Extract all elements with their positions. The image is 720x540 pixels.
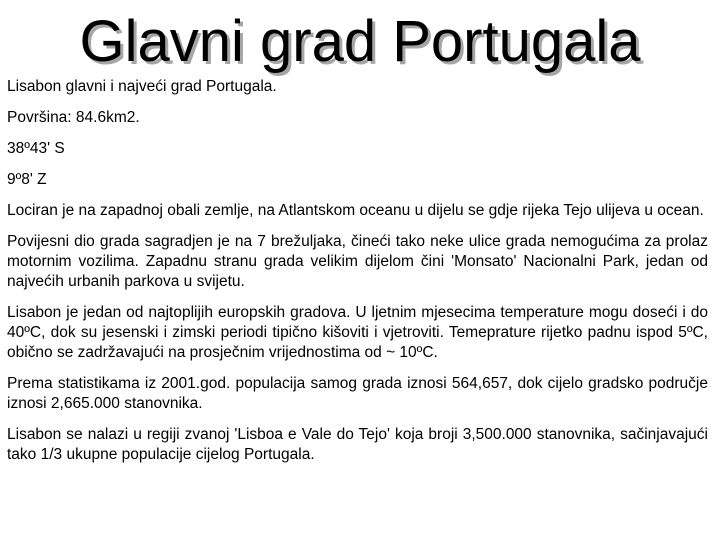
paragraph-latitude: 38º43' S xyxy=(7,140,65,157)
paragraph-location: Lociran je na zapadnoj obali zemlje, na Atlantskom oceanu u dijelu se gdje rijeka Tejo ulijeva u ocean. xyxy=(7,202,704,219)
slide-title: Glavni grad Portugala xyxy=(79,9,641,74)
paragraph-climate: Lisabon je jedan od najtoplijih europskih gradova. U ljetnim mjesecima temperature mogu doseći i do 40ºC, dok su jesenski i zimski periodi tipično kišoviti i vjetroviti. Temeprature rijetko padnu ispod 5ºC, obično se zadržavajući na prosječnim vrijednostima od ~ 10ºC. xyxy=(7,304,708,361)
paragraph-population: Prema statistikama iz 2001.god. populacija samog grada iznosi 564,657, dok cijelo gradsko područje iznosi 2,665.000 stanovnika. xyxy=(7,375,708,412)
paragraph-intro: Lisabon glavni i najveći grad Portugala. xyxy=(7,78,277,95)
paragraph-region: Lisabon se nalazi u regiji zvanoj 'Lisboa e Vale do Tejo' koja broji 3,500.000 stanovnika, sačinjavajući tako 1/3 ukupne populacije cijelog Portugala. xyxy=(7,426,708,463)
paragraph-history: Povijesni dio grada sagradjen je na 7 brežuljaka, čineći tako neke ulice grada nemogućima za prolaz motornim vozilima. Zapadnu stranu grada velikim dijelom čini 'Monsato' Nacionalni Park, jedan od najvećih urbanih parkova u svijetu. xyxy=(7,233,708,290)
paragraph-longitude: 9º8' Z xyxy=(7,171,47,188)
paragraph-area: Površina: 84.6km2. xyxy=(7,109,140,126)
slide-body xyxy=(7,77,708,476)
